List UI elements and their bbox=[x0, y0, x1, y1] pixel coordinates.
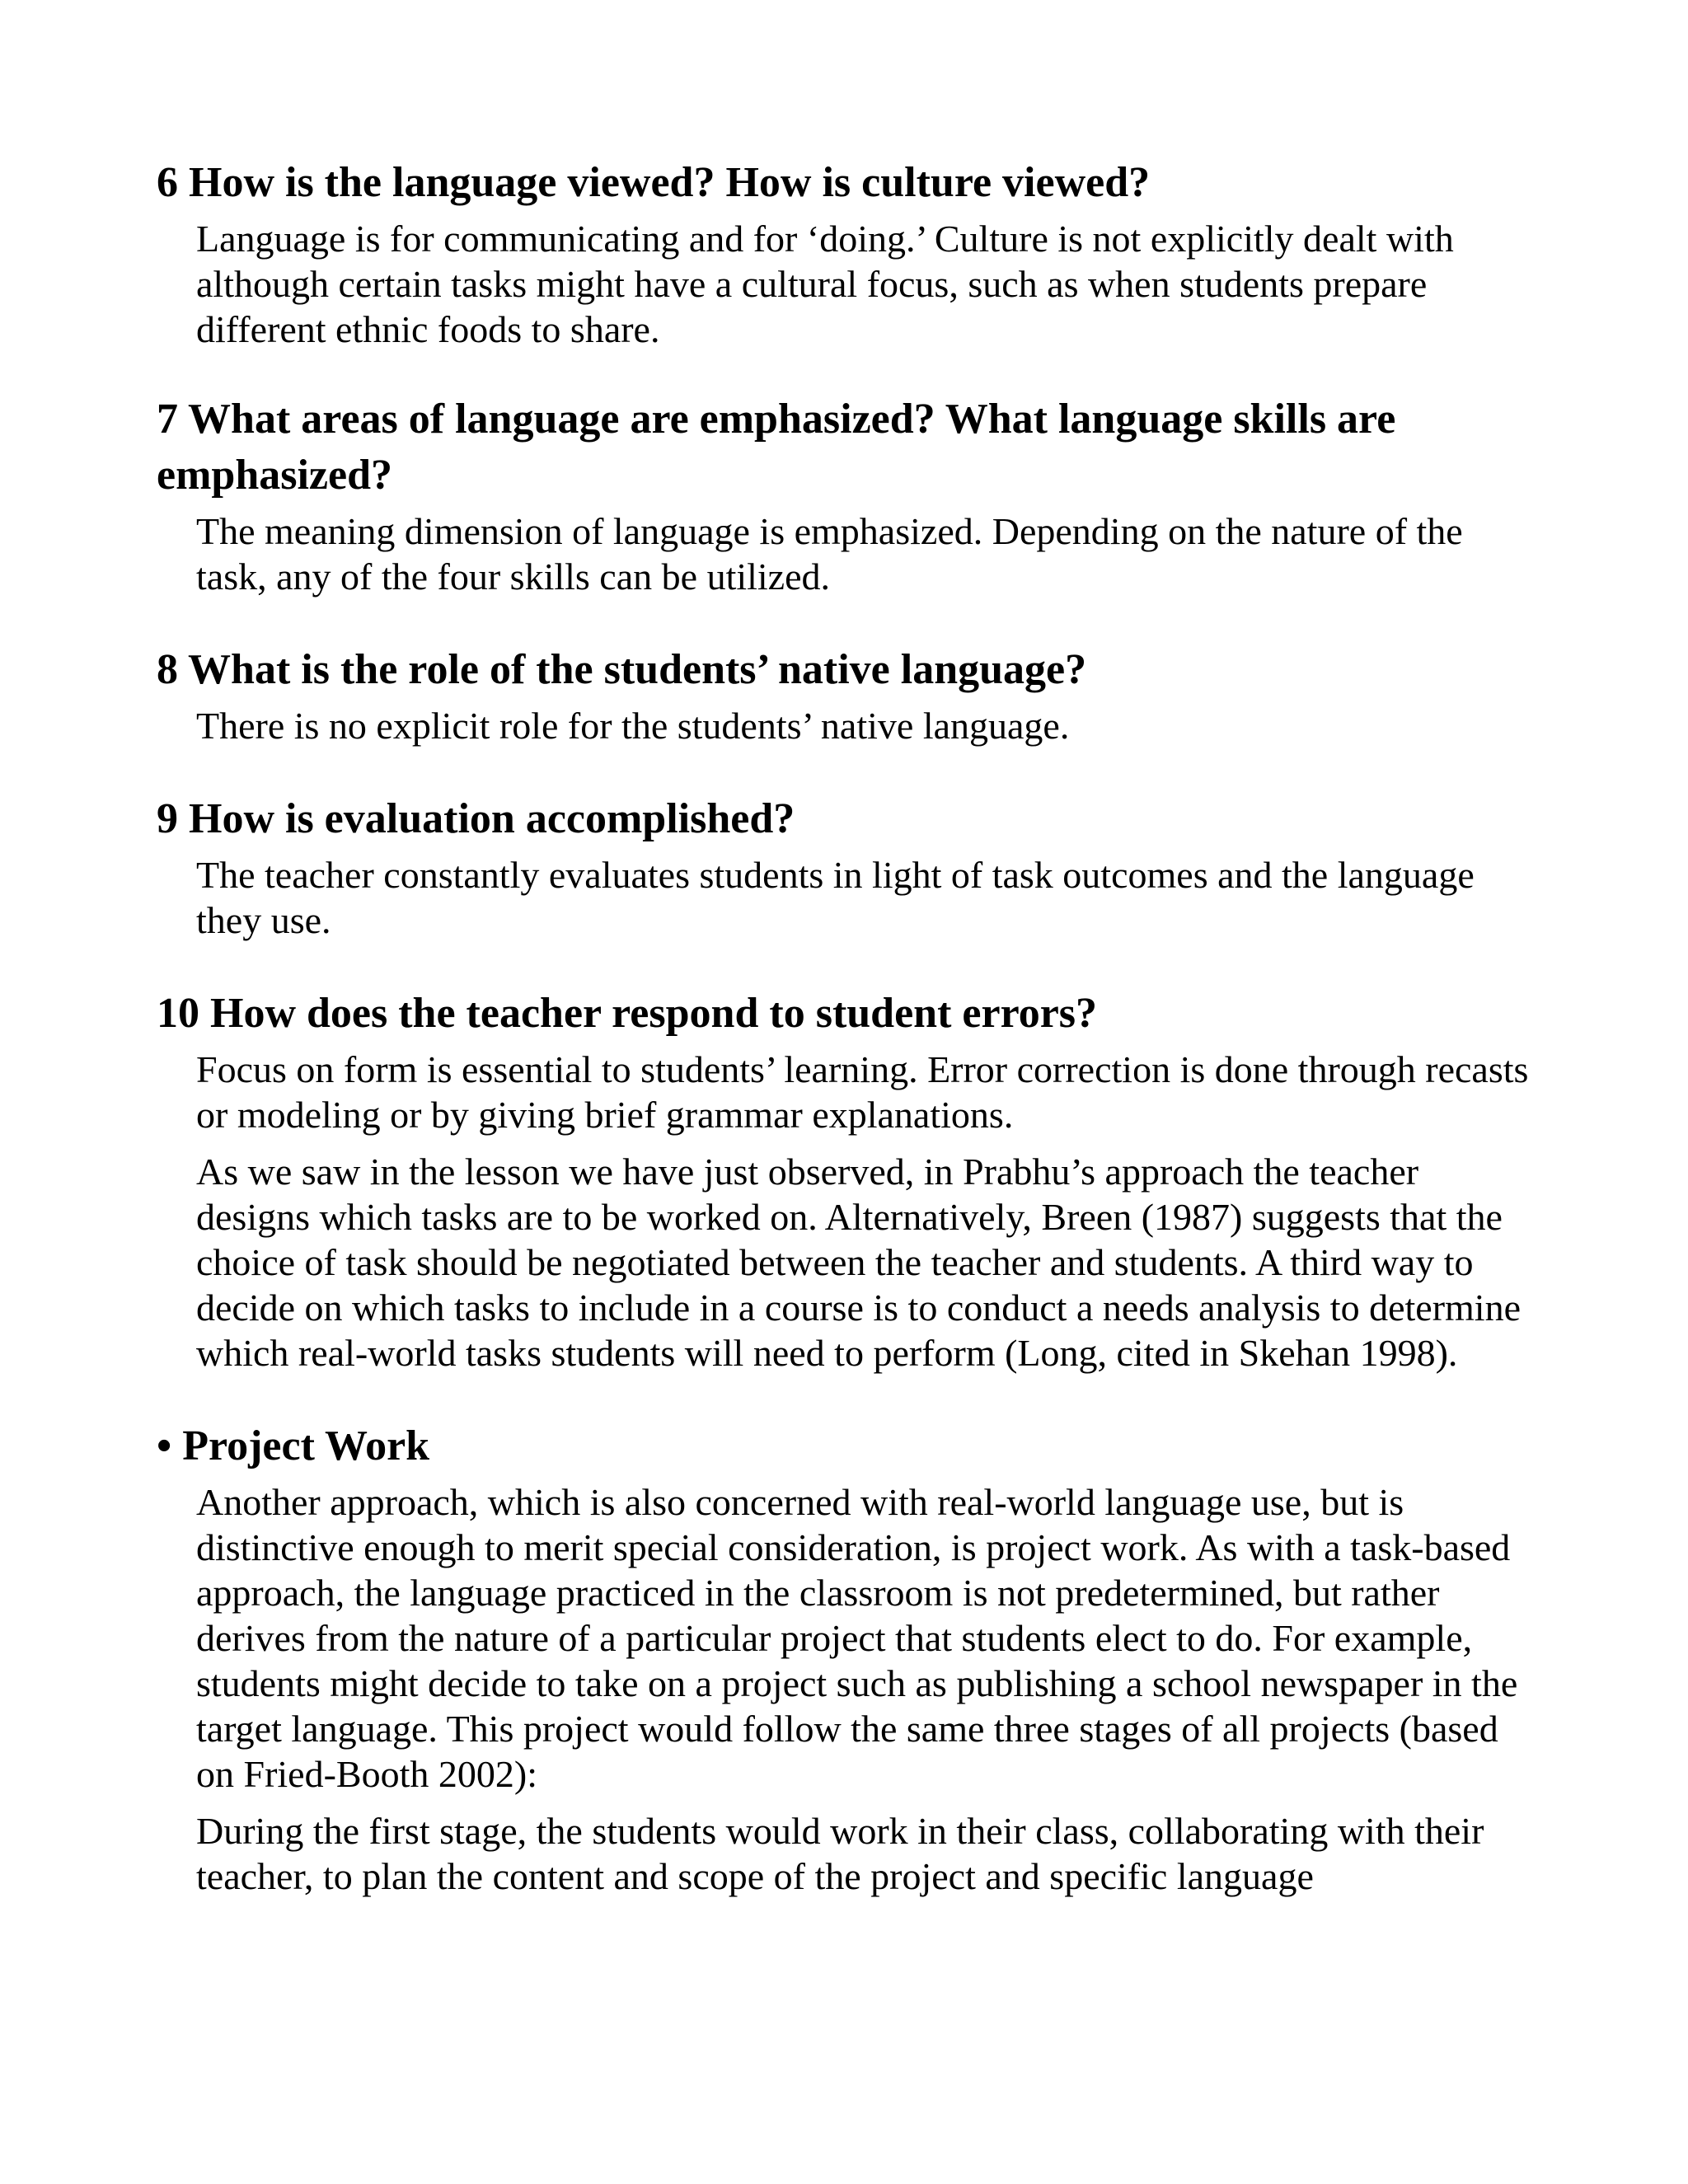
section-paragraph: Another approach, which is also concerned with real-world language use, but is distinctive enough to merit special consideration, is project work. As with a task-based approach, the language practiced in the classroom is not predetermined, but rather derives from the nature of a particular project that students elect to do. For example, students might decide to take on a project such as publishing a school newspaper in the target language. This project would follow the same three stages of all projects (based on Fried-Booth 2002): bbox=[196, 1481, 1518, 1795]
section-heading: 8 What is the role of the students’ native language? bbox=[157, 646, 1087, 693]
section-paragraph: As we saw in the lesson we have just observed, in Prabhu’s approach the teacher designs which tasks are to be worked on. Alternatively, Breen (1987) suggests that the choice of task should be negotiated between the teacher and students. A third way to decide on which tasks to include in a course is to conduct a needs analysis to determine which real-world tasks students will need to perform (Long, cited in Skehan 1998). bbox=[196, 1151, 1521, 1374]
section-heading: 10 How does the teacher respond to student errors? bbox=[157, 990, 1098, 1037]
section-native-language bbox=[157, 642, 1541, 748]
section-language-culture bbox=[157, 155, 1541, 352]
section-paragraph: There is no explicit role for the students’ native language. bbox=[196, 705, 1070, 747]
document-page bbox=[157, 155, 1541, 1899]
section-paragraph: Focus on form is essential to students’ learning. Error correction is done through recasts or modeling or by giving brief grammar explanations. bbox=[196, 1048, 1529, 1136]
section-paragraph: The meaning dimension of language is emphasized. Depending on the nature of the task, any of the four skills can be utilized. bbox=[196, 510, 1463, 598]
section-project-work bbox=[157, 1418, 1541, 1899]
section-paragraph: Language is for communicating and for ‘doing.’ Culture is not explicitly dealt with although certain tasks might have a cultural focus, such as when students prepare different ethnic foods to share. bbox=[196, 218, 1454, 350]
section-areas-skills bbox=[157, 391, 1541, 599]
section-paragraph: During the first stage, the students would work in their class, collaborating with their teacher, to plan the content and scope of the project and specific language bbox=[196, 1810, 1484, 1897]
section-heading: • Project Work bbox=[157, 1422, 430, 1469]
section-student-errors bbox=[157, 986, 1541, 1376]
section-heading: 7 What areas of language are emphasized? What language skills are emphasized? bbox=[157, 396, 1396, 499]
section-heading: 6 How is the language viewed? How is culture viewed? bbox=[157, 159, 1151, 206]
section-heading: 9 How is evaluation accomplished? bbox=[157, 795, 795, 842]
section-paragraph: The teacher constantly evaluates students in light of task outcomes and the language they use. bbox=[196, 854, 1475, 941]
section-evaluation bbox=[157, 791, 1541, 943]
